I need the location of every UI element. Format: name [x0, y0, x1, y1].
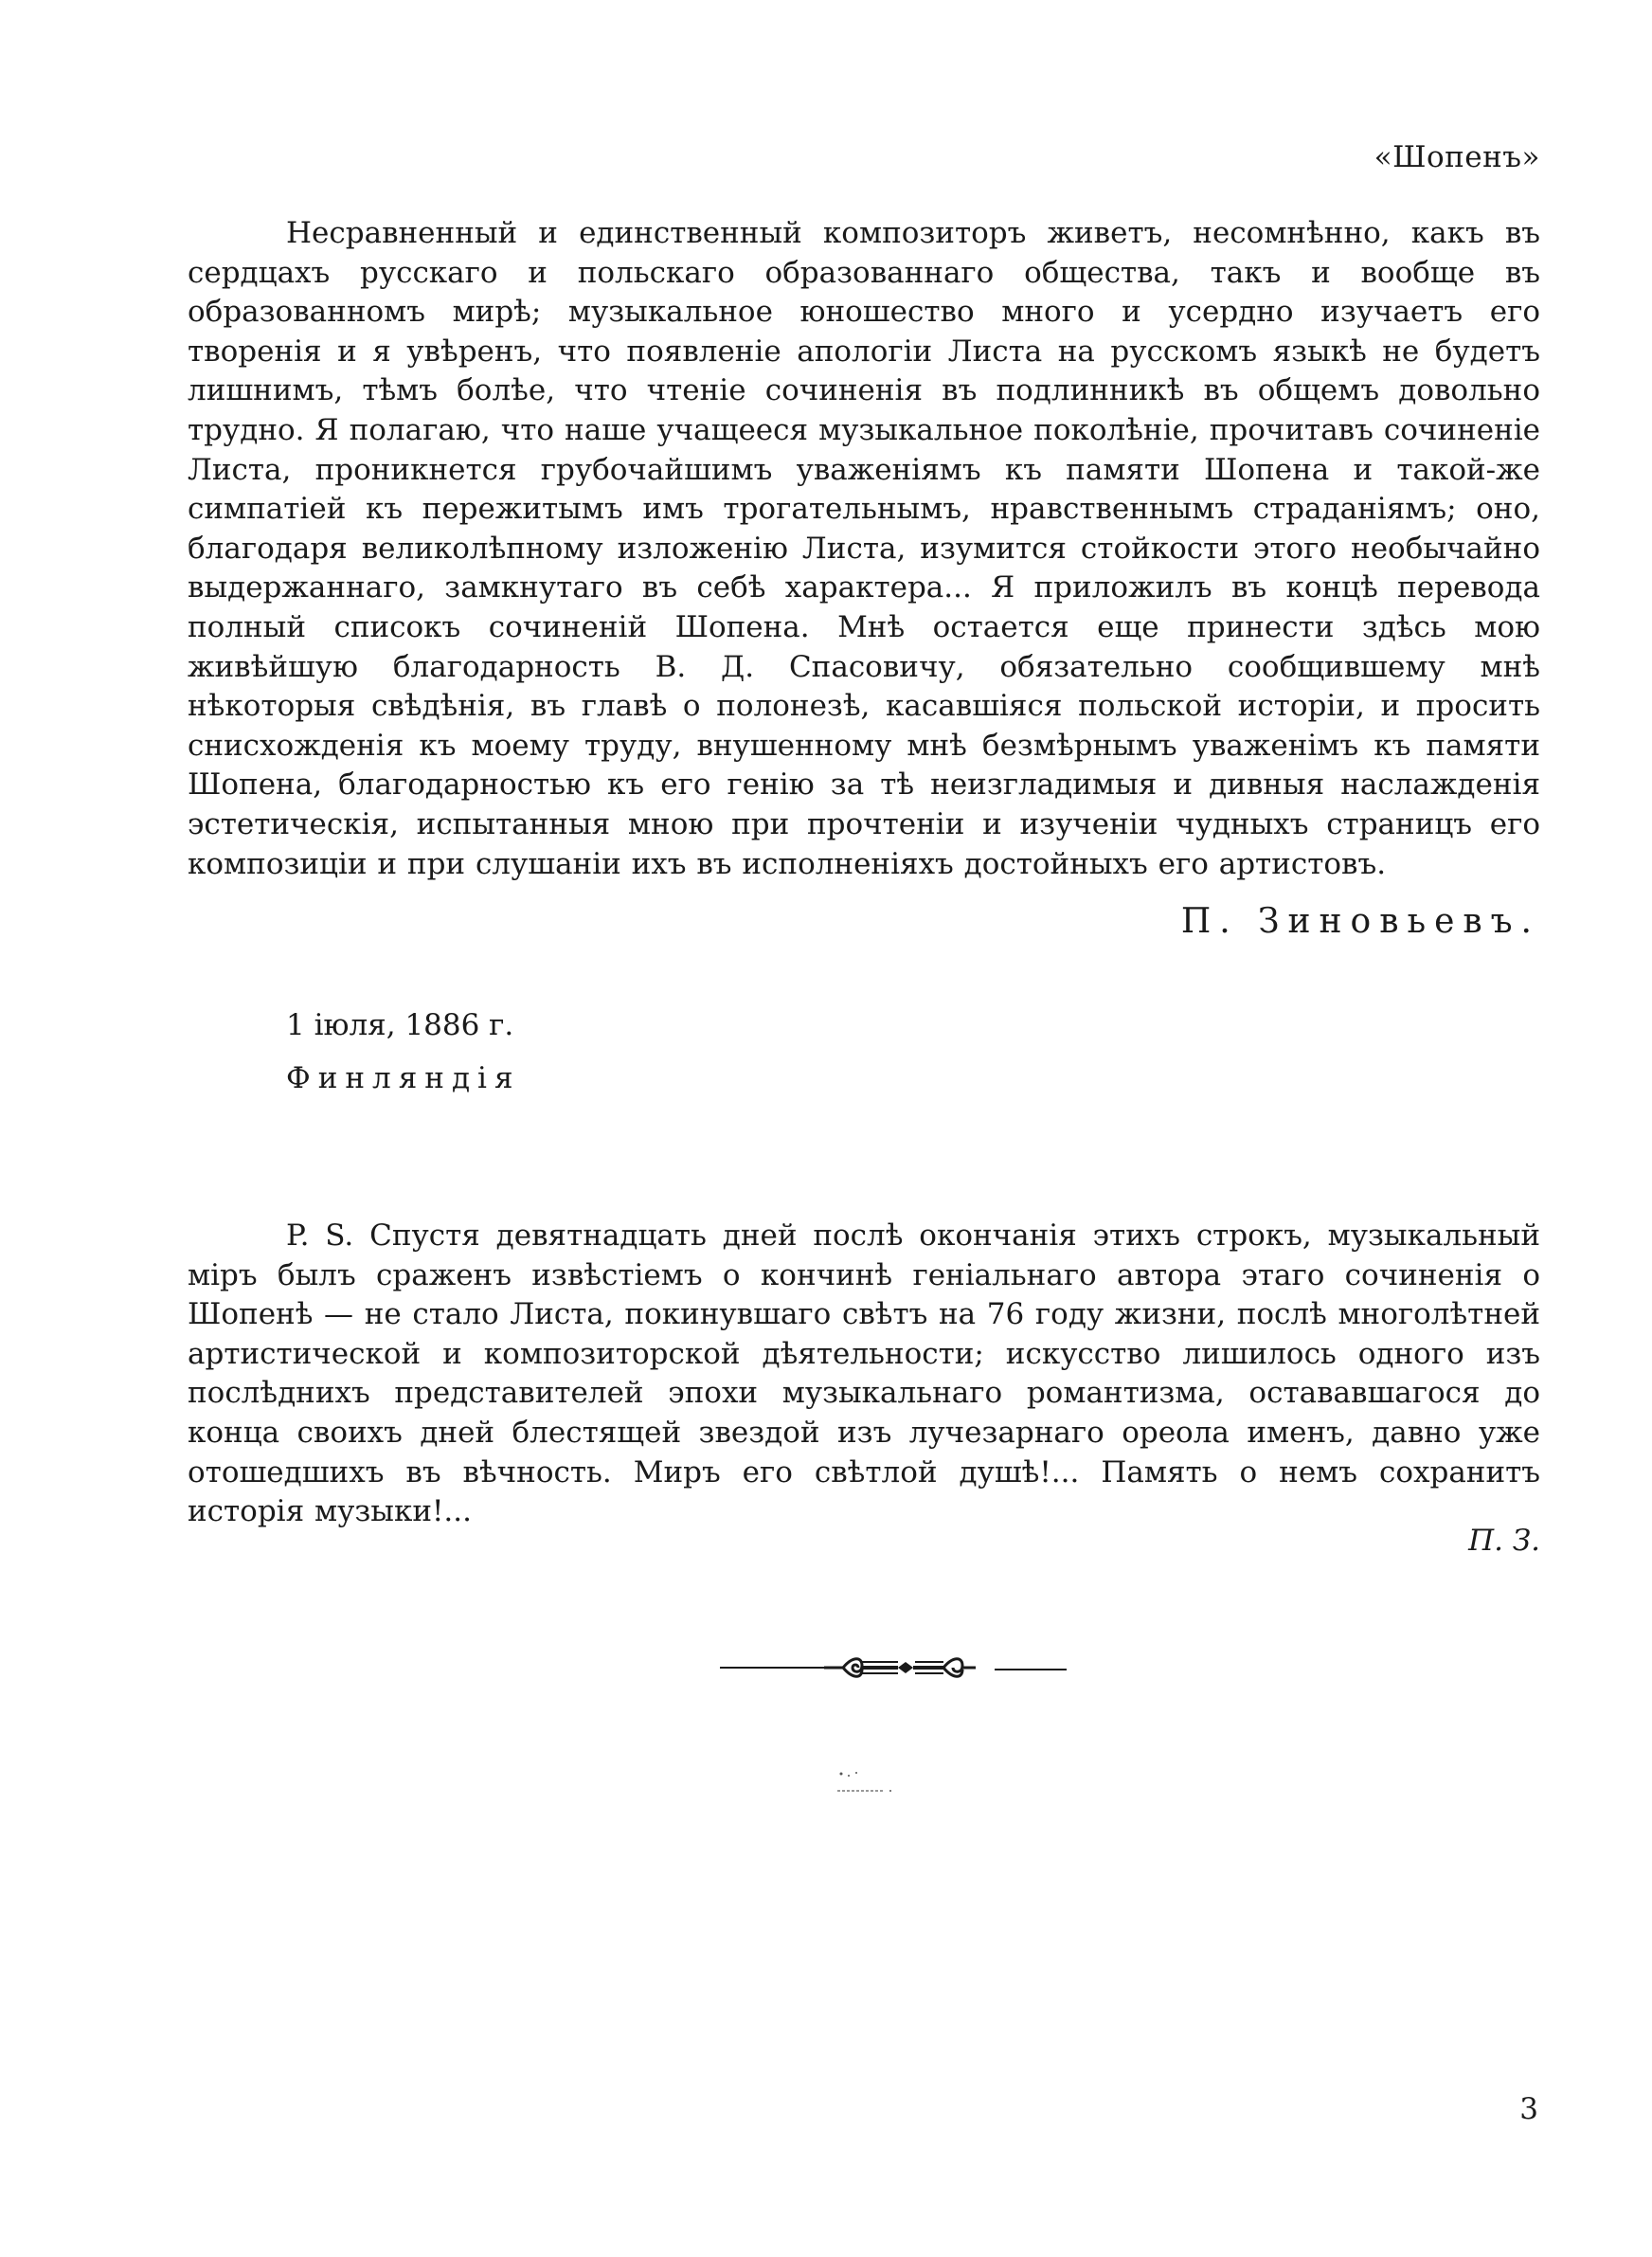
postscript-initials: П. З.	[1468, 1524, 1540, 1558]
running-title: «Шопенъ»	[1374, 140, 1540, 174]
translator-signature: П. Зиновьевъ.	[1180, 902, 1540, 941]
print-specks-icon	[834, 1768, 900, 1797]
page-number: 3	[1519, 2092, 1538, 2126]
decorative-ornament-icon	[720, 1649, 1067, 1687]
date-line: 1 іюля, 1886 г.	[286, 1008, 514, 1042]
preface-paragraph: Несравненный и единственный композиторъ живетъ, несомнѣнно, какъ въ сердцахъ русскаго и польскаго образованнаго общества, такъ и вообще въ образованномъ мирѣ; музыкальное юношество много и усердно изучаетъ его творенія и я увѣренъ, что появленіе апологіи Листа на русскомъ языкѣ не будетъ лишнимъ, тѣмъ болѣе, что чтеніе сочиненія въ подлинникѣ въ общемъ довольно трудно. Я полагаю, что наше учащееся музыкальное поколѣніе, прочитавъ сочиненіе Листа, проникнется грубочайшимъ уваженіямъ къ памяти Шопена и такой-же симпатіей къ пережитымъ имъ трогательнымъ, нравственнымъ страданіямъ; оно, благодаря великолѣпному изложенію Листа, изумится стойкости этого необычайно выдержаннаго, замкнутаго въ себѣ характера... Я приложилъ въ концѣ перевода полный списокъ сочиненій Шопена. Мнѣ остается еще принести здѣсь мою живѣйшую благодарность В. Д. Спасовичу, обязательно сообщившему мнѣ нѣкоторыя свѣдѣнія, въ главѣ о полонезѣ, касавшіяся польской исторіи, и просить снисхожденія къ моему труду, внушенному мнѣ безмѣрнымъ уваженімъ къ памяти Шопена, благодарностью къ его генію за тѣ неизгладимыя и дивныя наслажденія эстетическія, испытанныя мною при прочтеніи и изученіи чудныхъ страницъ его композиціи и при слушаніи ихъ въ исполненіяхъ достойныхъ его артистовъ.	[188, 216, 1540, 881]
place-line: Финляндія	[286, 1061, 521, 1095]
postscript-paragraph: P. S. Спустя девятнадцать дней послѣ окончанія этихъ строкъ, музыкальный міръ былъ сраженъ извѣстіемъ о кончинѣ геніальнаго автора этаго сочиненія о Шопенѣ — не стало Листа, покинувшаго свѣтъ на 76 году жизни, послѣ многолѣтней артистической и композиторской дѣятельности; искусство лишилось одного изъ послѣднихъ представителей эпохи музыкальнаго романтизма, остававшагося до конца своихъ дней блестящей звездой изъ лучезарнаго ореола именъ, давно уже отошедшихъ въ вѣчность. Миръ его свѣтлой душѣ!... Память о немъ сохранитъ исторія музыки!...	[188, 1219, 1540, 1529]
